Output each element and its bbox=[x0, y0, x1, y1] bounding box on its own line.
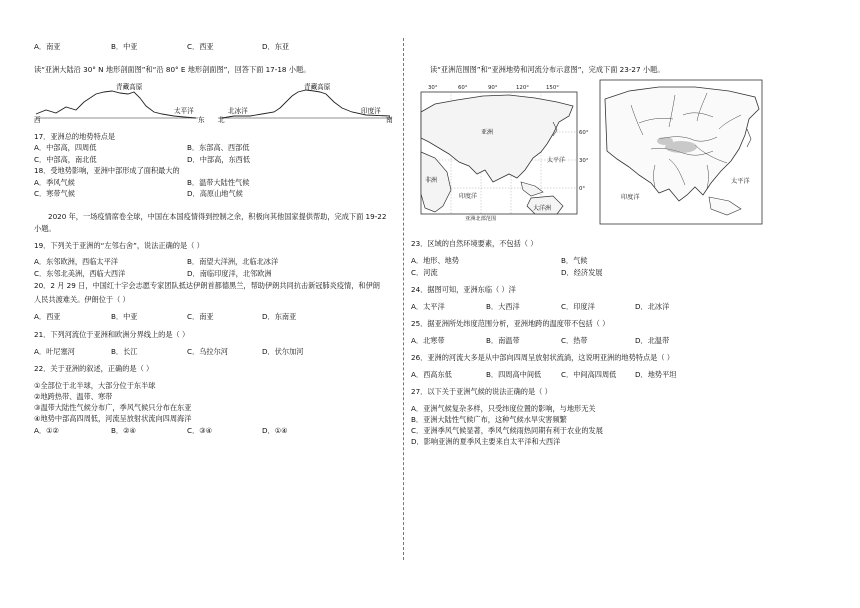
map2-pacific-label: 太平洋 bbox=[731, 178, 750, 185]
q22-option-b: B．②④ bbox=[111, 426, 137, 435]
q22-statement-2: ②地跨热带、温带、寒带 bbox=[34, 392, 113, 401]
q24-option-a: A．太平洋 bbox=[411, 302, 445, 311]
q26-stem: 26．亚洲的河流大多是从中部向四周呈放射状流淌，这说明亚洲的地势特点是（ ） bbox=[411, 353, 674, 362]
profile-30n-figure bbox=[34, 80, 206, 122]
map1-pacific-label: 太平洋 bbox=[547, 157, 566, 164]
map2-indian-ocean-label: 印度洋 bbox=[621, 194, 640, 201]
profile-80e-figure bbox=[216, 80, 394, 122]
q27-option-d: D．影响亚洲的夏季风主要来自太平洋和大西洋 bbox=[411, 437, 561, 446]
map1-lon-label-3: 120° bbox=[516, 85, 529, 91]
q26-option-a: A．西高东低 bbox=[411, 370, 452, 379]
q20-option-c: C．南亚 bbox=[187, 312, 214, 321]
q17-option-d: D．中部高，东西低 bbox=[187, 155, 251, 164]
map1-indian-ocean-label: 印度洋 bbox=[459, 193, 478, 200]
profile1-ocean-label: 太平洋 bbox=[174, 107, 194, 115]
q27-option-b: B．亚洲大陆性气候广布，这种气候水旱灾害频繁 bbox=[411, 415, 567, 424]
map1-lat-label-1: 30° bbox=[579, 158, 589, 164]
map1-lat-label-0: 60° bbox=[579, 130, 589, 136]
q19-option-b: B．南望大洋洲，北临北冰洋 bbox=[187, 257, 279, 266]
q20-stem-line2: 人民共渡难关。伊朗位于（ ） bbox=[34, 295, 130, 304]
q26-option-b: B．四周高中间低 bbox=[486, 370, 542, 379]
q26-option-d: D．地势平坦 bbox=[635, 370, 677, 379]
q22-option-c: C．③④ bbox=[187, 426, 213, 435]
q21-option-c: C．乌拉尔河 bbox=[187, 347, 228, 356]
intro-17-18: 读“亚洲大陆沿 30° N 地形剖面图”和“沿 80° E 地形剖面图”，回答下面 17-18 小题。 bbox=[34, 65, 311, 74]
asia-terrain-rivers-map bbox=[599, 79, 765, 227]
q21-option-b: B．长江 bbox=[111, 347, 138, 356]
q22-statement-1: ①全部位于北半球，大部分位于东半球 bbox=[34, 381, 156, 390]
profile2-peak-label: 青藏高原 bbox=[304, 83, 331, 91]
map1-africa-label: 非洲 bbox=[425, 177, 438, 184]
q18-option-d: D．高原山地气候 bbox=[187, 189, 243, 198]
q17-stem: 17．亚洲总的地势特点是 bbox=[34, 132, 116, 141]
q25-option-b: B．南温带 bbox=[486, 336, 520, 345]
intro-19-22-line1: 2020 年，一场疫情席卷全球，中国在本国疫情得到控制之余，积极向其他国家提供帮助，完成下面 19-22 bbox=[48, 212, 387, 221]
q26-option-c: C．中间高四周低 bbox=[561, 370, 617, 379]
q21-stem: 21．下列河流位于亚洲和欧洲分界线上的是（ ） bbox=[34, 330, 190, 339]
q23-option-d: D．经济发展 bbox=[561, 268, 603, 277]
q25-option-d: D．北温带 bbox=[635, 336, 670, 345]
q24-stem: 24．据图可知，亚洲东临（ ）洋 bbox=[411, 285, 516, 294]
intro-23-27: 读“亚洲范围图”和“亚洲地势和河流分布示意图”，完成下面 23-27 小题。 bbox=[430, 65, 665, 74]
profile2-south-label: 南 bbox=[386, 116, 393, 124]
profile1-east-label: 东 bbox=[198, 116, 205, 124]
q25-option-c: C．热带 bbox=[561, 336, 588, 345]
profile2-indian-label: 印度洋 bbox=[361, 107, 381, 115]
q21-option-a: A．叶尼塞河 bbox=[34, 347, 75, 356]
q24-option-b: B．大西洋 bbox=[486, 302, 520, 311]
q20-option-b: B．中亚 bbox=[111, 312, 138, 321]
q25-option-a: A．北寒带 bbox=[411, 336, 445, 345]
q27-option-c: C．亚洲季风气候显著，季风气候雨热同期有利于农业的发展 bbox=[411, 426, 603, 435]
q17-option-b: B．东部高、西部低 bbox=[187, 143, 250, 152]
map1-oceania-label: 大洋洲 bbox=[533, 205, 552, 212]
q19-stem: 19．下列关于亚洲的“左邻右舍”，说法正确的是（ ） bbox=[34, 241, 204, 250]
column-divider bbox=[403, 38, 404, 560]
intro-19-22-line2: 小题。 bbox=[34, 224, 56, 233]
q19-option-c: C．东邻北美洲，西临大西洋 bbox=[34, 269, 126, 278]
q23-stem: 23．区域的自然环境要素，不包括（ ） bbox=[411, 239, 538, 248]
q19-option-d: D．南临印度洋，北邻欧洲 bbox=[187, 269, 272, 278]
map1-lon-label-4: 150° bbox=[546, 85, 559, 91]
map1-asia-label: 亚洲 bbox=[481, 129, 494, 136]
q22-statement-4: ④地势中部高四周低，河流呈放射状流向四周海洋 bbox=[34, 414, 192, 423]
q24-option-c: C．印度洋 bbox=[561, 302, 595, 311]
map1-lon-label-1: 60° bbox=[458, 85, 468, 91]
q18-option-c: C．寒带气候 bbox=[34, 189, 75, 198]
q22-statement-3: ③温带大陆性气候分布广，季风气候只分布在东亚 bbox=[34, 403, 192, 412]
q20-option-a: A．西亚 bbox=[34, 312, 61, 321]
profile1-west-label: 西 bbox=[34, 116, 41, 124]
q22-stem: 22．关于亚洲的叙述，正确的是（ ） bbox=[34, 364, 154, 373]
q20-stem-line1: 20．2 月 29 日，中国红十字会志愿专家团队抵达伊朗首都德黑兰，帮助伊朗共同抗击新冠肺炎疫情，和伊朗 bbox=[34, 281, 380, 290]
profile2-north-label: 北 bbox=[218, 116, 225, 124]
q25-stem: 25．据亚洲所处纬度范围分析，亚洲地跨的温度带不包括（ ） bbox=[411, 319, 610, 328]
q19-option-a: A．东邻欧洲，西临太平洋 bbox=[34, 257, 118, 266]
q27-stem: 27．以下关于亚洲气候的说法正确的是（ ） bbox=[411, 387, 552, 396]
q16-option-c: C．西亚 bbox=[187, 42, 214, 51]
q17-option-a: A．中部高，四周低 bbox=[34, 143, 97, 152]
q18-option-a: A．季风气候 bbox=[34, 178, 75, 187]
map1-lon-label-2: 90° bbox=[488, 85, 498, 91]
profile2-arctic-label: 北冰洋 bbox=[228, 107, 248, 115]
map1-lon-label-0: 30° bbox=[428, 85, 438, 91]
q18-stem: 18．受地势影响，亚洲中部形成了面积最大的 bbox=[34, 166, 180, 175]
q16-option-a: A．南亚 bbox=[34, 42, 61, 51]
q23-option-b: B．气候 bbox=[561, 256, 588, 265]
profile1-peak-label: 青藏高原 bbox=[116, 83, 143, 91]
q16-option-d: D．东亚 bbox=[262, 42, 290, 51]
q20-option-d: D．东南亚 bbox=[262, 312, 297, 321]
q22-option-d: D．①④ bbox=[262, 426, 288, 435]
q18-option-b: B．温带大陆性气候 bbox=[187, 178, 250, 187]
q23-option-c: C．河流 bbox=[411, 268, 438, 277]
q17-option-c: C．中部高，南北低 bbox=[34, 155, 97, 164]
map1-lat-label-2: 0° bbox=[579, 186, 586, 192]
asia-range-map bbox=[413, 82, 589, 222]
q22-option-a: A．①② bbox=[34, 426, 59, 435]
q27-option-a: A．亚洲气候复杂多样，只受纬度位置的影响，与地形无关 bbox=[411, 404, 596, 413]
q24-option-d: D．北冰洋 bbox=[635, 302, 670, 311]
q16-option-b: B．中亚 bbox=[111, 42, 138, 51]
q21-option-d: D．伏尔加河 bbox=[262, 347, 304, 356]
q23-option-a: A．地形、地势 bbox=[411, 256, 460, 265]
map1-bottom-label: 亚洲北部范围 bbox=[465, 216, 497, 222]
